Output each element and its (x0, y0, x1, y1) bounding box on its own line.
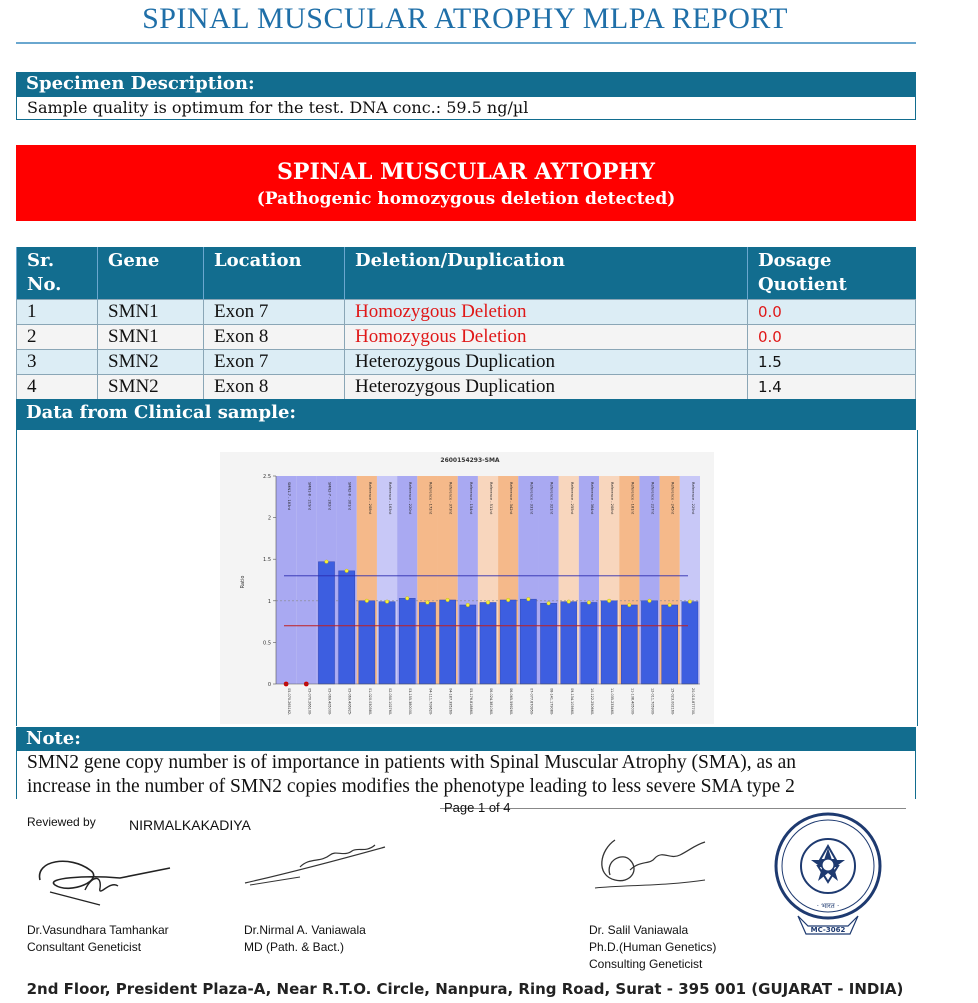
cell-dq: 0.0 (748, 325, 916, 350)
probe-label: Reference - 321nt (549, 482, 554, 515)
cell-dq: 1.5 (748, 350, 916, 375)
ratio-point (446, 598, 450, 602)
x-tick-label: 02-050.102760- (388, 688, 393, 716)
ratio-bar (682, 602, 698, 684)
col-change: Deletion/Duplication (345, 247, 748, 300)
col-sr: Sr. No. (17, 247, 98, 300)
signatory-1-role: Consultant Geneticist (27, 940, 142, 954)
x-tick-label: 15-023.002160- (670, 688, 675, 716)
x-tick-label: 05-069.405000- (327, 688, 332, 716)
ratio-bar (561, 602, 577, 684)
x-tick-label: 05-069.406925- (347, 688, 352, 716)
ratio-bar (581, 602, 597, 684)
x-tick-label: 05-176.818860- (468, 688, 473, 716)
seal-ribbon-text: MC-3062 (810, 926, 846, 934)
probe-label: Reference - 511nt (489, 482, 493, 515)
ratio-point (648, 599, 652, 603)
cell-sr: 3 (17, 350, 98, 375)
probe-label: Reference - 220nt (408, 482, 413, 515)
signatory-2-name: Dr.Nirmal A. Vaniawala (244, 923, 366, 937)
probe-label: Reference - 181nt (630, 482, 635, 515)
probe-label: SMN2-8 - 301nt (347, 482, 352, 511)
y-axis-label: Ratio (240, 575, 246, 589)
cell-location: Exon 7 (204, 300, 345, 325)
x-tick-label: 10-122.250660- (589, 688, 594, 716)
ratio-point (688, 600, 692, 604)
x-tick-label: 03-155.380000- (408, 688, 413, 716)
ratio-point (506, 598, 510, 602)
cell-change: Homozygous Deletion (345, 325, 748, 350)
cell-gene: SMN1 (98, 325, 204, 350)
ratio-bar (601, 601, 617, 684)
signature-1 (30, 850, 180, 910)
ratio-bar (641, 601, 657, 684)
x-tick-label: 12-011.705900- (650, 688, 655, 716)
ratio-point (466, 603, 470, 607)
seal-center-text: · भारत · (816, 902, 840, 910)
cell-change: Heterozygous Duplication (345, 350, 748, 375)
ratio-bar (318, 562, 334, 684)
x-tick-label: 11-035.233460- (610, 688, 615, 716)
ratio-point (607, 599, 611, 603)
y-tick-label: 2.5 (263, 474, 271, 480)
probe-label: Reference - 373nt (448, 482, 453, 515)
y-tick-label: 0 (267, 682, 271, 688)
probe-label: Reference - 227nt (650, 482, 655, 515)
x-tick-label: 05-070.266100- (307, 688, 312, 716)
x-tick-label: 01-020.030380- (367, 688, 372, 716)
ratio-bar (500, 600, 516, 684)
table-row (17, 350, 916, 375)
y-tick-label: 1.5 (263, 557, 271, 564)
ratio-bar (540, 603, 556, 684)
note-line-2: increase in the number of SMN2 copies modifies the phenotype leading to less severe SMA type 2 (27, 775, 795, 797)
x-tick-label: 06-024.381060- (489, 688, 493, 716)
cell-change: Homozygous Deletion (345, 300, 748, 325)
signatory-1-name: Dr.Vasundhara Tamhankar (27, 923, 169, 937)
table-row (17, 325, 916, 350)
ratio-point (527, 597, 531, 601)
reviewed-by-label: Reviewed by (27, 815, 96, 829)
probe-label: Reference - 342nt (509, 482, 514, 515)
probe-label: Reference - 208nt (610, 482, 615, 515)
ratio-bar (520, 599, 536, 684)
x-tick-label: 06-065.599260- (509, 688, 514, 716)
ratio-point (405, 597, 409, 601)
x-tick-label: 04-187.395260- (448, 688, 453, 716)
specimen-heading: Specimen Description: (16, 72, 916, 96)
ratio-bar (460, 605, 476, 684)
ratio-bar (662, 605, 678, 684)
table-row (17, 375, 916, 400)
cell-dq: 1.4 (748, 375, 916, 400)
probe-label: Reference - 255nt (569, 482, 574, 515)
probe-label: SMN1-7 - 183nt (287, 482, 292, 511)
accreditation-seal (770, 808, 890, 948)
ratio-bar (480, 602, 496, 684)
signature-2 (240, 835, 390, 890)
ratio-bar (419, 602, 435, 684)
cell-gene: SMN2 (98, 375, 204, 400)
col-location: Location (204, 247, 345, 300)
table-row (17, 300, 916, 325)
cell-change: Heterozygous Duplication (345, 375, 748, 400)
signature-3 (585, 830, 720, 895)
ratio-point (587, 601, 591, 605)
probe-band (296, 476, 316, 684)
x-tick-label: 20-010.877700- (690, 688, 695, 716)
note-heading: Note: (16, 727, 916, 751)
cell-sr: 4 (17, 375, 98, 400)
ratio-bar (440, 600, 456, 684)
probe-label: Reference - 172nt (428, 482, 433, 515)
table-header-row (17, 247, 916, 300)
cell-sr: 1 (17, 300, 98, 325)
probe-label: Reference - 154nt (468, 482, 473, 515)
cell-gene: SMN1 (98, 300, 204, 325)
clinical-heading: Data from Clinical sample: (16, 399, 916, 430)
result-banner (16, 145, 916, 221)
y-tick-label: 0.5 (263, 640, 271, 647)
probe-label: Reference - 245nt (670, 482, 675, 515)
ratio-point (385, 600, 389, 604)
ratio-bar (339, 571, 355, 684)
signatory-3-name: Dr. Salil Vaniawala (589, 923, 689, 937)
ratio-point (547, 601, 551, 605)
page-number: Page 1 of 4 (444, 800, 511, 815)
ratio-point (325, 560, 329, 564)
y-tick-label: 2 (267, 515, 271, 522)
specimen-text: Sample quality is optimum for the test. DNA conc.: 59.5 ng/µl (16, 96, 916, 120)
cell-location: Exon 8 (204, 325, 345, 350)
ratio-point (567, 600, 571, 604)
note-text (16, 751, 916, 799)
banner-title: SPINAL MUSCULAR AYTOPHY (277, 159, 655, 185)
ratio-bar (621, 605, 637, 684)
cell-dq: 0.0 (748, 300, 916, 325)
ratio-point (365, 599, 369, 603)
x-tick-label: 08-141.179080- (549, 688, 554, 716)
cell-location: Exon 7 (204, 350, 345, 375)
signatory-3-role2: Consulting Geneticist (589, 957, 703, 971)
signatory-3 (589, 922, 716, 973)
cell-location: Exon 8 (204, 375, 345, 400)
cell-sr: 2 (17, 325, 98, 350)
results-table (16, 247, 916, 400)
ratio-point (628, 603, 632, 607)
ratio-bar (379, 602, 395, 684)
x-tick-label: 07-077.870950- (529, 688, 534, 716)
ratio-point (668, 603, 672, 607)
ratio-point (345, 569, 349, 573)
probe-label: Reference - 163nt (388, 482, 393, 515)
col-dq: Dosage Quotient (748, 247, 916, 300)
note-line-1: SMN2 gene copy number is of importance in patients with Spinal Muscular Atrophy (SMA), as an (27, 752, 797, 773)
x-tick-label: 11-108.405000- (630, 688, 635, 716)
ratio-point (426, 601, 430, 605)
footer-address: 2nd Floor, President Plaza-A, Near R.T.O. Circle, Nanpura, Ring Road, Surat - 395 001 (GUJARAT - INDIA) (26, 980, 904, 998)
mlpa-ratio-chart (220, 452, 714, 724)
probe-label: Reference - 208nt (367, 482, 372, 515)
ratio-bar (399, 598, 415, 684)
y-tick-label: 1 (267, 598, 271, 605)
chart-title: 2600154293-SMA (440, 457, 500, 464)
x-tick-label: 04-111.709620- (428, 688, 433, 716)
ratio-bar (359, 601, 375, 684)
probe-label: Reference - 229nt (690, 482, 695, 515)
signatory-3-role: Ph.D.(Human Genetics) (589, 940, 717, 954)
probe-label: SMN1-8 - 219nt (307, 482, 312, 511)
probe-label: Reference - 331nt (529, 482, 534, 515)
cell-gene: SMN2 (98, 350, 204, 375)
ratio-point (486, 601, 490, 605)
probe-label: Reference - 364nt (589, 482, 594, 515)
signatory-2-role: MD (Path. & Bact.) (244, 940, 345, 954)
x-tick-label: 05-070.265162- (287, 688, 292, 716)
probe-band (276, 476, 296, 684)
report-title: SPINAL MUSCULAR ATROPHY MLPA REPORT (142, 2, 788, 35)
title-divider (16, 42, 916, 44)
signatory-2 (244, 922, 366, 956)
col-gene: Gene (98, 247, 204, 300)
banner-subtitle: (Pathogenic homozygous deletion detected) (256, 189, 676, 209)
x-tick-label: 09-134.103660- (569, 688, 574, 716)
reviewer-name: NIRMALKAKADIYA (129, 817, 251, 833)
probe-label: SMN2-7 - 282nt (327, 482, 332, 511)
signatory-1 (27, 922, 169, 956)
